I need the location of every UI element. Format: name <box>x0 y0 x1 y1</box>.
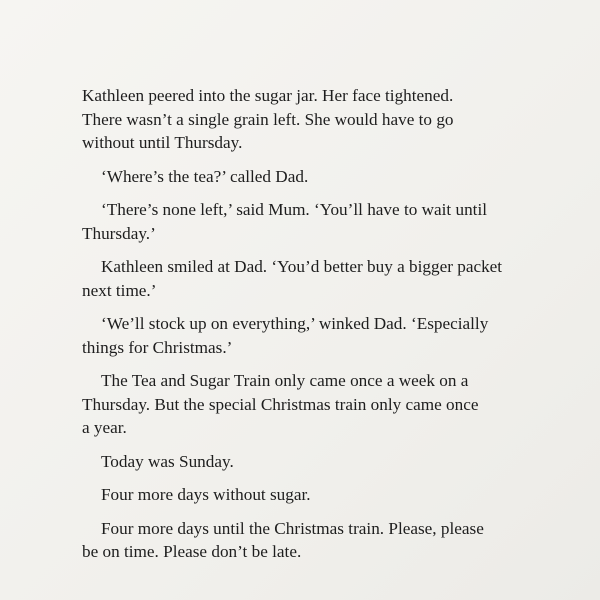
text-line: ‘Where’s the tea?’ called Dad. <box>101 166 309 186</box>
text-line: be on time. Please don’t be late. <box>82 542 302 561</box>
text-line: There wasn’t a single grain left. She would have to go <box>82 109 454 129</box>
text-line: Kathleen peered into the sugar jar. Her face tightened. <box>82 86 454 105</box>
paragraph-8 <box>82 483 542 507</box>
text-line: Thursday. But the special Christmas train only came once <box>82 394 479 414</box>
text-line: a year. <box>82 418 127 437</box>
paragraph-9 <box>82 517 542 564</box>
text-line: Today was Sunday. <box>101 451 234 471</box>
text-line: next time.’ <box>82 280 157 300</box>
text-line: ‘There’s none left,’ said Mum. ‘You’ll have to wait until <box>101 200 488 219</box>
text-line: without until Thursday. <box>82 133 243 152</box>
paragraph-7 <box>82 450 542 474</box>
paragraph-1 <box>82 84 542 155</box>
text-line: Thursday.’ <box>82 223 156 243</box>
story-text <box>82 84 542 574</box>
text-line: ‘We’ll stock up on everything,’ winked Dad. ‘Especially <box>101 314 489 333</box>
text-line: Four more days without sugar. <box>101 485 311 504</box>
text-line: things for Christmas.’ <box>82 337 233 357</box>
text-line: Kathleen smiled at Dad. ‘You’d better buy a bigger packet <box>101 257 503 276</box>
paragraph-4 <box>82 255 542 302</box>
paragraph-6 <box>82 369 542 440</box>
text-line: Four more days until the Christmas train. Please, please <box>101 518 484 538</box>
paragraph-5 <box>82 312 542 359</box>
text-line: The Tea and Sugar Train only came once a week on a <box>101 371 469 390</box>
paragraph-2 <box>82 165 542 189</box>
paragraph-3 <box>82 198 542 245</box>
